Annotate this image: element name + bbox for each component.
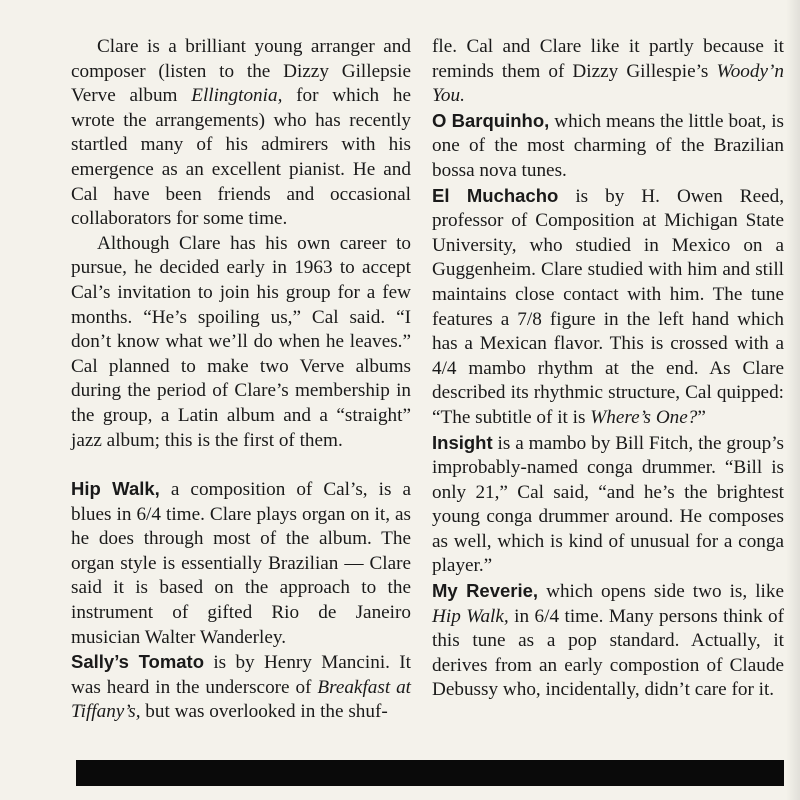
track-title: O Barquinho,: [432, 109, 550, 131]
paragraph-o-barquinho: [432, 109, 784, 184]
text: is by Henry Mancini. It was heard in the underscore of: [71, 652, 411, 698]
film-title: Breakfast at Tiffany’s,: [71, 676, 411, 723]
text: a composition of Cal’s, is a blues in 6/4 time. Clare plays organ on it, as he does through most of the album. The organ style is essentially Brazilian — Clare said it is based on the approach to the instrument of gifted Rio de Janeiro musician Walter Wanderley.: [71, 479, 411, 648]
text: but was overlooked in the shuf-: [140, 701, 388, 723]
song-title: Woody’n You.: [432, 60, 784, 107]
paragraph-insight: [432, 431, 784, 580]
album-title: Ellingtonia,: [191, 85, 283, 107]
track-title: El Muchacho: [432, 184, 559, 206]
paragraph-my-reverie: [432, 579, 784, 703]
paragraph-shuffle-cont: [432, 35, 784, 109]
subtitle-quote: Where’s One?: [590, 406, 698, 428]
track-title: Sally’s Tomato: [71, 651, 205, 673]
text: is by H. Owen Reed, professor of Composition at Michigan State University, who studied in Mexico on a Guggenheim. Clare studied with him and still maintains close contact with him. The tune features a 7/8 figure in the left hand which has a Mexican flavor. This is crossed with a 4/4 mambo rhythm at the end. As Clare described its rhythmic structure, Cal quipped: “The subtitle of it is: [432, 185, 784, 428]
page-edge-shadow: [786, 0, 800, 800]
right-column: [432, 35, 784, 703]
text: fle. Cal and Clare like it partly because it reminds them of Dizzy Gillespie’s: [432, 36, 784, 82]
paragraph-clare-intro: [71, 35, 411, 232]
left-column: [71, 35, 411, 725]
text: Although Clare has his own career to pursue, he decided early in 1963 to accept Cal’s invitation to join his group for a few months. “He’s spoiling us,” Cal said. “I don’t know what we’ll do when he leaves.” Cal planned to make two Verve albums during the period of Clare’s membership in the group, a Latin album and a “straight” jazz album; this is the first of them.: [71, 232, 411, 451]
track-title: Hip Walk,: [71, 478, 160, 500]
song-title: Hip Walk,: [432, 605, 509, 627]
track-title: Insight: [432, 431, 493, 453]
text: which means the little boat, is one of the most charming of the Brazilian bossa nova tunes.: [432, 110, 784, 181]
paragraph-hip-walk: [71, 477, 411, 650]
text: is a mambo by Bill Fitch, the group’s improbably-named conga drummer. “Bill is only 21,” Cal said, “and he’s the brightest young conga drummer around. He composes as well, which is kind of unusual for a conga player.”: [432, 432, 784, 577]
paragraph-career: [71, 232, 411, 453]
paragraph-el-muchacho: [432, 184, 784, 431]
text: in 6/4 time. Many persons think of this tune as a pop standard. Actually, it derives from an early compostion of Claude Debussy who, incidentally, didn’t care for it.: [432, 605, 785, 701]
text: for which he wrote the arrangements) who has recently startled many of his admirers with his emergence as an excellent pianist. He and Cal have been friends and occasional collaborators for some time.: [71, 85, 411, 230]
black-bottom-bar: [76, 760, 784, 786]
text: Clare is a brilliant young arranger and composer (listen to the Dizzy Gillepsie Verve album: [71, 36, 411, 107]
paragraph-sallys-tomato: [71, 650, 411, 725]
track-title: My Reverie,: [432, 580, 539, 602]
text: which opens side two is, like: [538, 581, 784, 603]
text: ”: [697, 406, 706, 428]
